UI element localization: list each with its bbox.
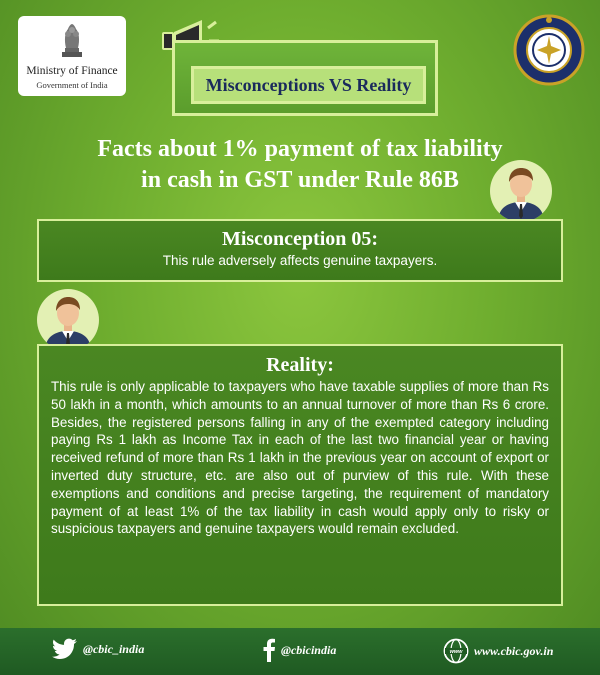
twitter-link[interactable] (52, 638, 144, 660)
ministry-subtitle: Government of India (36, 80, 108, 90)
reality-heading: Reality: (266, 354, 334, 376)
svg-text:www: www (449, 649, 463, 656)
footer (0, 628, 600, 675)
facebook-link[interactable] (262, 638, 336, 662)
twitter-icon (52, 638, 78, 660)
ministry-name: Ministry of Finance (26, 64, 118, 77)
man-avatar-icon (37, 289, 99, 351)
website-url: www.cbic.gov.in (474, 643, 554, 658)
misconception-box (37, 219, 563, 282)
man-avatar-icon (490, 160, 552, 222)
banner-title: Misconceptions VS Reality (191, 66, 426, 104)
misconception-text: This rule adversely affects genuine taxpayers. (162, 253, 438, 268)
facebook-icon (262, 638, 276, 662)
reality-box (37, 344, 563, 606)
www-globe-icon (443, 638, 469, 664)
misconception-heading: Misconception 05: (221, 228, 379, 250)
cbic-seal-icon (513, 14, 585, 86)
website-link[interactable] (443, 638, 553, 664)
national-emblem-icon (56, 22, 88, 60)
facebook-handle: @cbicindia (281, 642, 337, 657)
reality-text: This rule is only applicable to taxpayers who have taxable supplies of more than Rs 50 lakh in a month, which amounts to an annual turnover of more than Rs 6 crore. Besides, the registered persons falling in any of the exempted category including paying Rs 1 lakh as Income Tax in each of the last two financial year or having received refund of more than Rs 1 lakh in the previous year on account of export or inverted duty structure, etc. are also out of purview of this rule. With these exemptions and conditions and precise targeting, the requirement of mandatory payment of at least 1% of the tax liability in cash would apply only to risky or suspicious taxpayers and genuine taxpayers would remain excluded. (51, 379, 549, 537)
twitter-handle: @cbic_india (83, 641, 145, 656)
page-title: Facts about 1% payment of tax liability in cash in GST under Rule 86B (97, 136, 503, 193)
header-banner (172, 40, 438, 116)
ministry-of-finance-logo (18, 16, 126, 96)
